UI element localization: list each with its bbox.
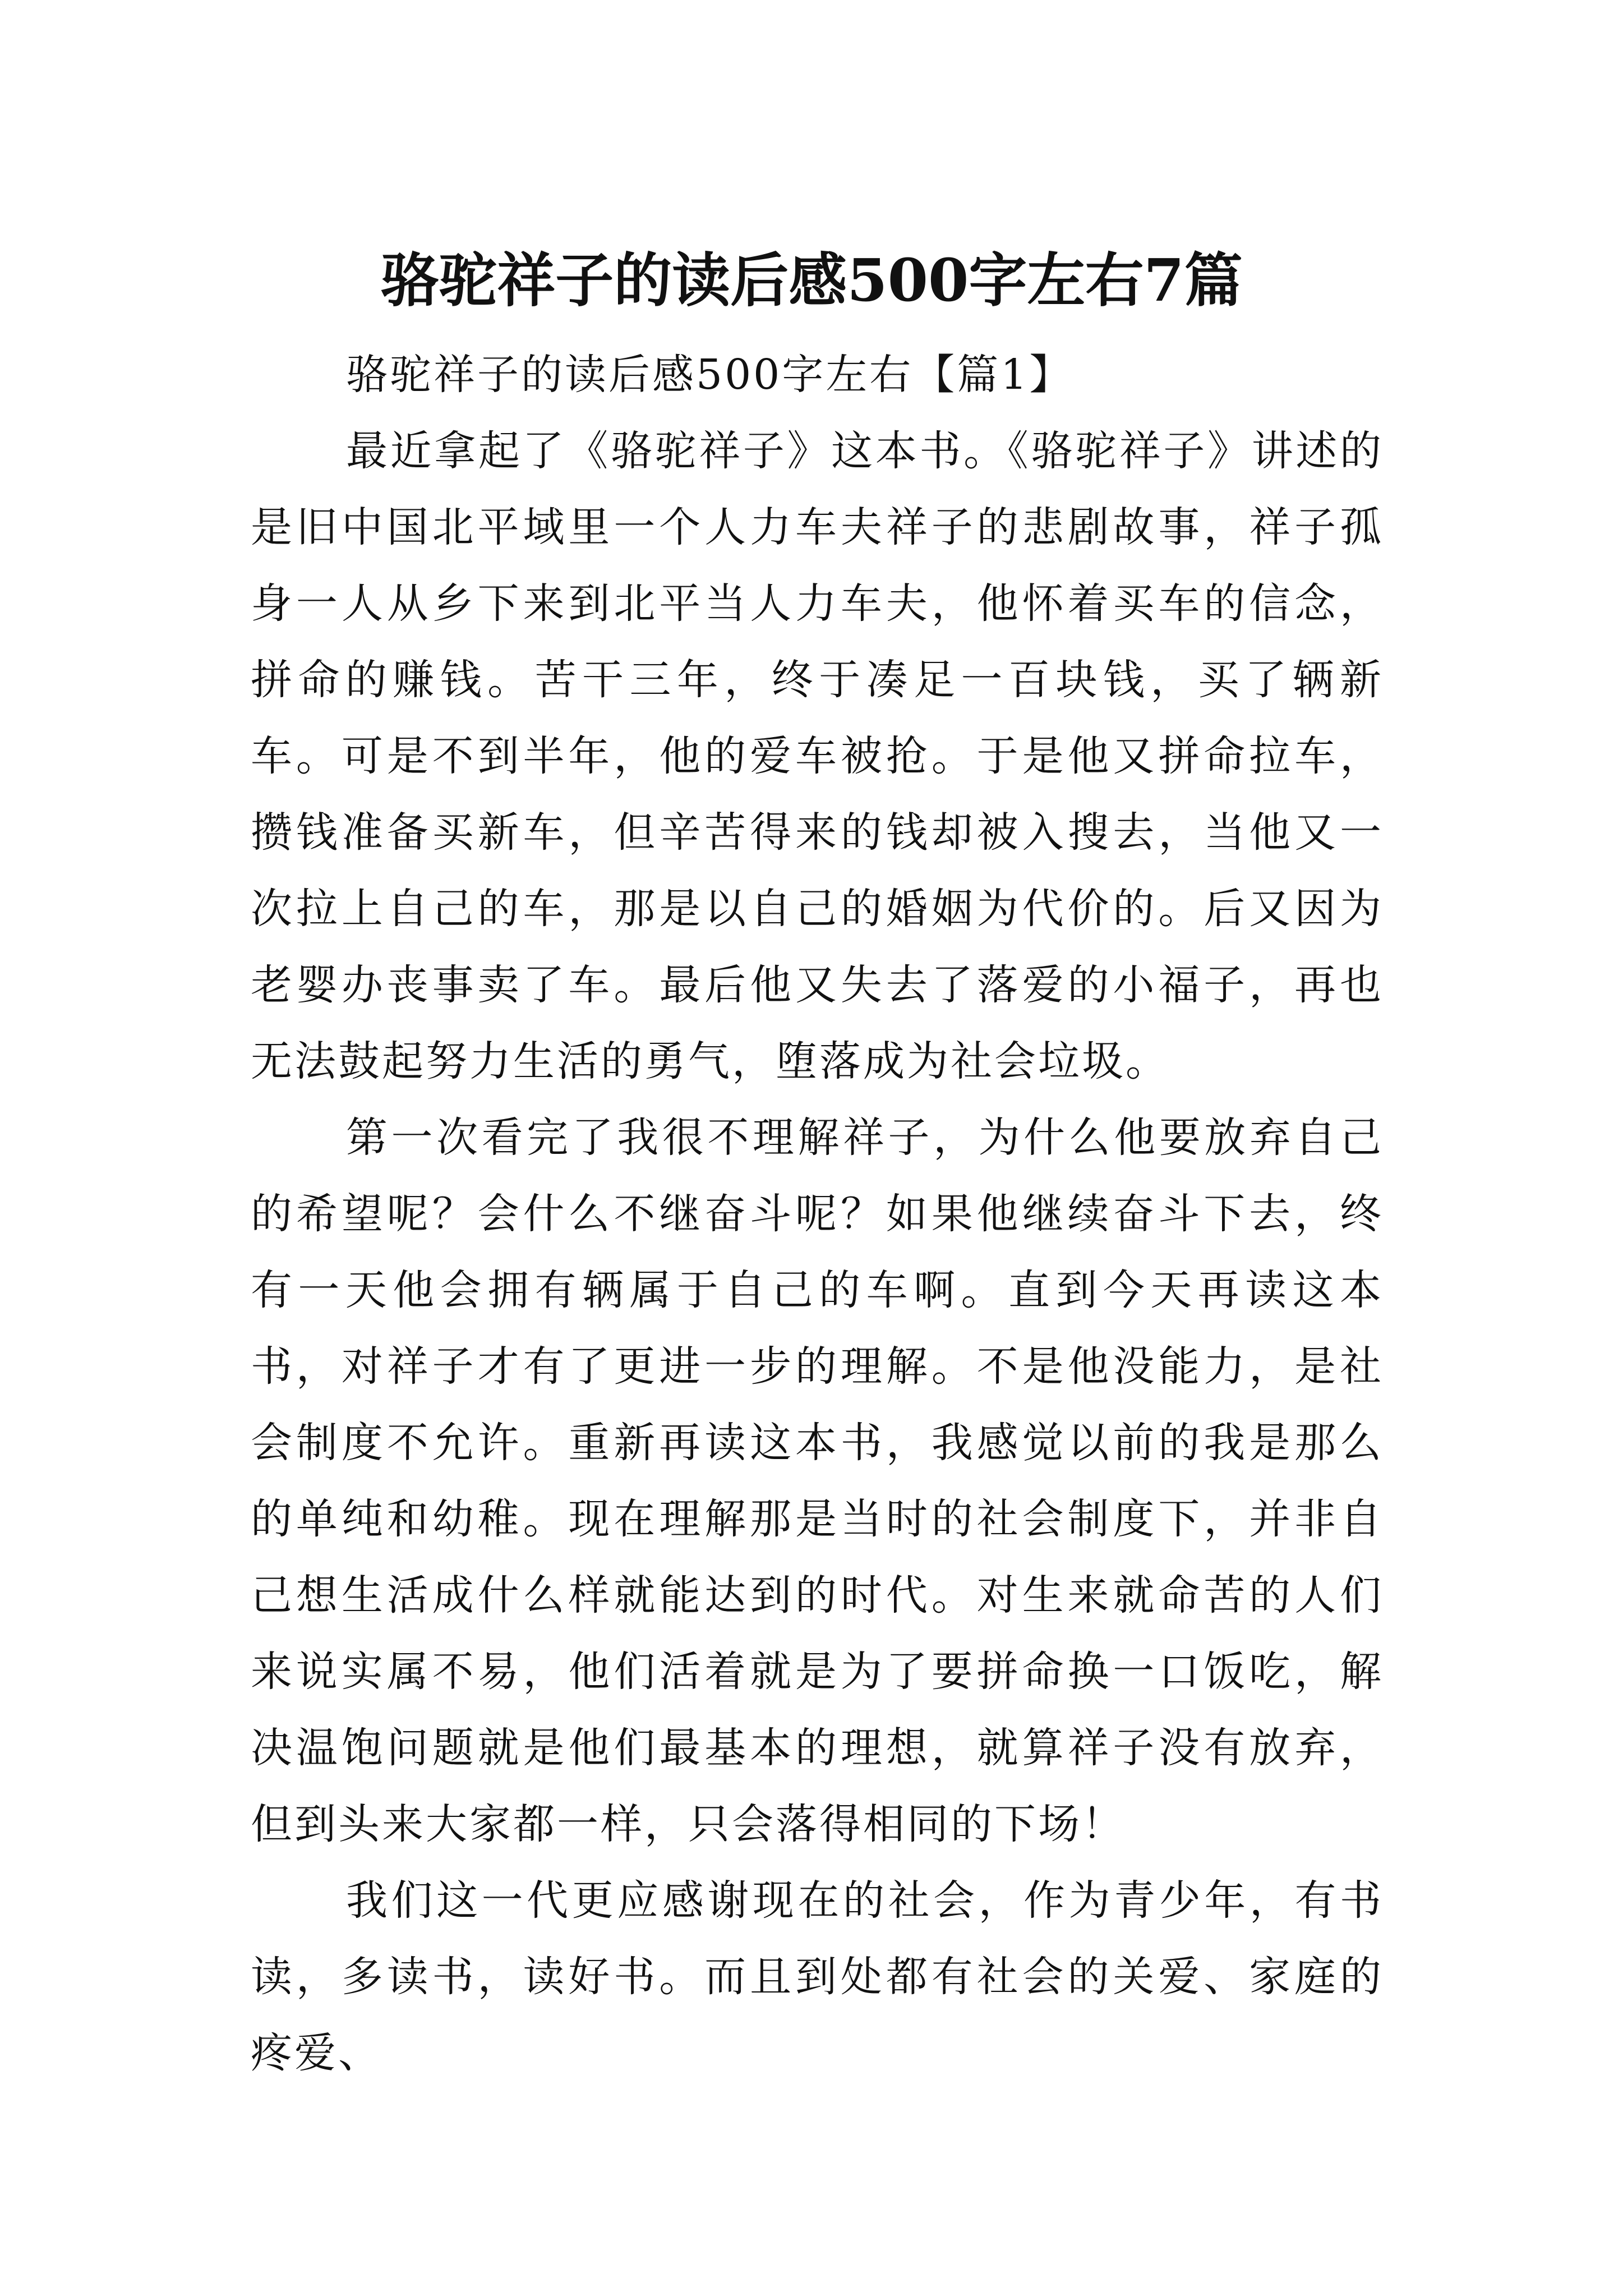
document-title: 骆驼祥子的读后感500字左右7篇 [380,245,1243,315]
paragraph-1: 最近拿起了《骆驼祥子》这本书。《骆驼祥子》讲述的是旧中国北平域里一个人力车夫祥子的悲剧故事，祥子孤身一人从乡下来到北平当人力车夫，他怀着买车的信念，拼命的赚钱。苦干三年，终于凑足一百块钱，买了辆新车。可是不到半年，他的爱车被抢。于是他又拼命拉车，攒钱准备买新车，但辛苦得来的钱却被入搜去，当他又一次拉上自己的车，那是以自己的婚姻为代价的。后又因为老婴办丧事卖了车。最后他又失去了落爱的小福子，再也无法鼓起努力生活的勇气，堕落成为社会垃圾。 [251,427,1384,1085]
paragraph-2: 第一次看完了我很不理解祥子，为什么他要放弃自己的希望呢？会什么不继奋斗呢？如果他继续奋斗下去，终有一天他会拥有辆属于自己的车啊。直到今天再读这本书，对祥子才有了更进一步的理解。不是他没能力，是社会制度不允许。重新再读这本书，我感觉以前的我是那么的单纯和幼稚。现在理解那是当时的社会制度下，并非自己想生活成什么样就能达到的时代。对生来就命苦的人们来说实属不易，他们活着就是为了要拼命换一口饭吃，解决温饱问题就是他们最基本的理想，就算祥子没有放弃，但到头来大家都一样，只会落得相同的下场！ [251,1114,1384,1848]
section-heading: 骆驼祥子的读后感500字左右【篇1】 [346,351,1073,399]
paragraph-3: 我们这一代更应感谢现在的社会，作为青少年，有书读，多读书，读好书。而且到处都有社会的关爱、家庭的疼爱、 [251,1876,1384,2077]
document-body [251,337,1384,2091]
